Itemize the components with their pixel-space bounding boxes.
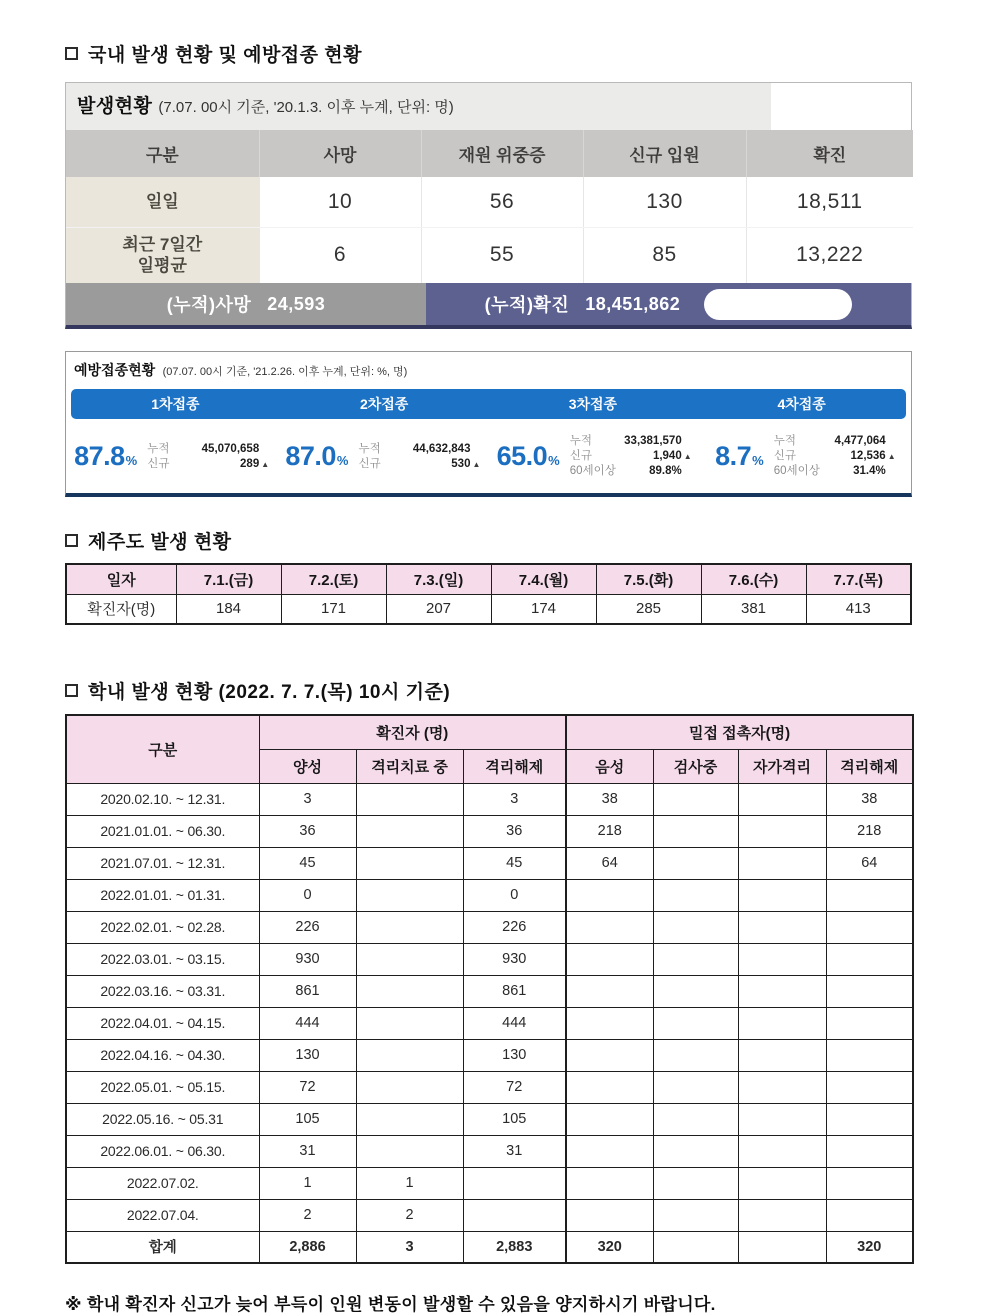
table-cell: 130 — [583, 177, 746, 227]
stat-key: 신규 — [569, 450, 592, 462]
table-cell: 85 — [583, 227, 746, 283]
table-cell — [566, 1071, 653, 1103]
school-table-body — [66, 783, 913, 1231]
dose2-percent — [285, 441, 348, 472]
vaccination-header — [66, 352, 911, 386]
stat-new — [774, 449, 896, 464]
table-cell — [566, 1135, 653, 1167]
column-group-contacts: 밀접 접촉자(명) — [566, 715, 913, 749]
percent-unit: % — [125, 453, 138, 468]
stat-value: 1,940 — [652, 450, 682, 462]
table-cell — [356, 847, 463, 879]
table-row — [66, 1071, 913, 1103]
table-cell — [356, 1103, 463, 1135]
table-cell — [738, 975, 826, 1007]
table-cell — [653, 1039, 738, 1071]
dose3-detail — [570, 434, 692, 479]
row-label-text: 일일 — [145, 192, 179, 212]
table-cell: 31 — [463, 1135, 566, 1167]
table-cell — [653, 1007, 738, 1039]
table-cell — [738, 1167, 826, 1199]
table-cell — [653, 911, 738, 943]
table-cell: 13,222 — [746, 227, 913, 283]
column-header-category: 구분 — [66, 715, 259, 783]
occurrence-title-label: 발생현황 — [77, 96, 153, 117]
row-label — [66, 177, 259, 227]
table-cell: 861 — [463, 975, 566, 1007]
table-cell: 130 — [463, 1039, 566, 1071]
table-row — [66, 879, 913, 911]
table-cell — [566, 943, 653, 975]
section-title-text: 학내 발생 현황 (2022. 7. 7.(목) 10시 기준) — [88, 682, 451, 703]
dose3-percent — [497, 441, 560, 472]
table-cell — [653, 1135, 738, 1167]
table-row — [66, 1167, 913, 1199]
period-cell: 2022.07.04. — [66, 1199, 259, 1231]
period-cell: 2020.02.10. ~ 12.31. — [66, 783, 259, 815]
table-row — [66, 975, 913, 1007]
column-header: 일자 — [66, 564, 176, 594]
table-cell: 218 — [566, 815, 653, 847]
dose2-detail — [358, 442, 480, 472]
table-cell — [566, 1103, 653, 1135]
table-cell — [653, 847, 738, 879]
period-cell: 2022.04.01. ~ 04.15. — [66, 1007, 259, 1039]
vaccination-box — [65, 351, 912, 497]
period-cell: 2022.03.01. ~ 03.15. — [66, 943, 259, 975]
table-cell: 6 — [259, 227, 421, 283]
table-row-daily — [66, 177, 913, 227]
percent-unit: % — [336, 453, 349, 468]
dose-stats-1 — [66, 434, 277, 479]
cumulative-bar — [65, 283, 912, 329]
table-cell — [826, 943, 913, 975]
stat-key: 누적 — [358, 442, 381, 455]
period-cell: 2022.07.02. — [66, 1167, 259, 1199]
row-label: 확진자(명) — [66, 594, 176, 624]
table-cell: 320 — [826, 1231, 913, 1263]
table-cell — [738, 1231, 826, 1263]
table-cell: 171 — [281, 594, 386, 624]
stat-cumulative — [147, 442, 269, 457]
table-cell — [653, 1071, 738, 1103]
cumulative-confirmed — [426, 283, 911, 325]
table-cell: 45 — [463, 847, 566, 879]
section-title-domestic — [65, 0, 912, 67]
column-header: 격리해제 — [826, 749, 913, 783]
table-row — [66, 1039, 913, 1071]
table-cell — [738, 879, 826, 911]
dose-segment-1: 1차접종 — [151, 396, 200, 412]
checkbox-icon — [65, 534, 78, 547]
table-cell: 38 — [826, 783, 913, 815]
table-cell — [463, 1199, 566, 1231]
table-cell — [356, 1071, 463, 1103]
document-body — [65, 0, 912, 1315]
table-cell — [738, 1135, 826, 1167]
table-cell: 226 — [463, 911, 566, 943]
table-row — [66, 1103, 913, 1135]
up-arrow-icon: ▲ — [472, 459, 481, 469]
table-cell: 1 — [356, 1167, 463, 1199]
period-cell: 2022.02.01. ~ 02.28. — [66, 911, 259, 943]
dose-segment-3: 3차접종 — [568, 396, 618, 412]
table-cell: 2 — [259, 1199, 356, 1231]
dose1-percent — [74, 441, 137, 472]
table-cell — [738, 1039, 826, 1071]
table-cell: 10 — [259, 177, 421, 227]
dose-stats-4 — [700, 434, 911, 479]
table-cell — [356, 815, 463, 847]
table-cell: 184 — [176, 594, 281, 624]
table-cell — [826, 1039, 913, 1071]
table-cell: 130 — [259, 1039, 356, 1071]
stat-key: 60세이상 — [569, 465, 616, 477]
row-label-line1: 최근 7일간 — [122, 235, 203, 254]
section-title-text: 국내 발생 현황 및 예방접종 현황 — [88, 45, 362, 66]
table-row — [66, 815, 913, 847]
vaccination-stats — [66, 434, 911, 479]
table-cell — [653, 1199, 738, 1231]
table-cell — [566, 911, 653, 943]
table-row — [66, 911, 913, 943]
table-cell — [653, 1167, 738, 1199]
table-cell: 381 — [701, 594, 806, 624]
column-header-date: 7.5.(화) — [596, 564, 701, 594]
table-row — [66, 783, 913, 815]
table-cell — [653, 815, 738, 847]
column-header-date: 7.1.(금) — [176, 564, 281, 594]
dose1-detail — [147, 442, 269, 472]
table-cell: 444 — [259, 1007, 356, 1039]
table-cell: 218 — [826, 815, 913, 847]
column-header-date: 7.4.(월) — [491, 564, 596, 594]
table-cell — [356, 1135, 463, 1167]
foot-note: ※ 학내 확진자 신고가 늦어 부득이 인원 변동이 발생할 수 있음을 양지하시기 바랍니다. — [65, 1295, 716, 1314]
column-header: 음성 — [566, 749, 653, 783]
dose4-percent — [715, 441, 764, 472]
stat-key: 누적 — [569, 435, 592, 447]
column-header: 구분 — [66, 130, 259, 177]
column-header: 양성 — [259, 749, 356, 783]
table-cell: 930 — [463, 943, 566, 975]
cumulative-death-value: 24,593 — [267, 293, 326, 314]
column-header-date: 7.3.(일) — [386, 564, 491, 594]
dose-segment-4: 4차접종 — [777, 396, 826, 412]
table-cell: 444 — [463, 1007, 566, 1039]
total-label: 합계 — [66, 1231, 259, 1263]
stat-key: 신규 — [773, 450, 796, 462]
stat-cumulative — [358, 442, 480, 457]
table-cell — [356, 911, 463, 943]
dose4-detail — [774, 434, 896, 479]
total-row — [66, 1231, 913, 1263]
table-cell: 64 — [826, 847, 913, 879]
row-label — [66, 227, 259, 283]
table-cell — [826, 1103, 913, 1135]
table-cell — [653, 783, 738, 815]
cumulative-death — [66, 283, 426, 325]
up-arrow-icon: ▲ — [683, 452, 692, 461]
period-cell: 2021.07.01. ~ 12.31. — [66, 847, 259, 879]
period-cell: 2022.04.16. ~ 04.30. — [66, 1039, 259, 1071]
table-cell — [826, 1167, 913, 1199]
stat-key: 신규 — [147, 457, 170, 470]
occurrence-header-row — [66, 130, 913, 177]
stat-value: 12,536 — [850, 450, 886, 462]
period-cell: 2022.03.16. ~ 03.31. — [66, 975, 259, 1007]
occurrence-table — [65, 82, 912, 283]
table-cell — [738, 847, 826, 879]
table-cell: 0 — [463, 879, 566, 911]
cumulative-death-label: (누적)사망 — [166, 295, 252, 315]
table-cell — [566, 1167, 653, 1199]
table-row — [66, 847, 913, 879]
table-cell — [356, 879, 463, 911]
column-header: 사망 — [259, 130, 421, 177]
row-label-line2: 일평균 — [137, 256, 187, 276]
table-cell: 2,886 — [259, 1231, 356, 1263]
table-cell — [738, 911, 826, 943]
table-cell: 174 — [491, 594, 596, 624]
up-arrow-icon: ▲ — [887, 452, 896, 461]
table-cell — [653, 1231, 738, 1263]
stat-cumulative — [570, 434, 692, 449]
table-cell — [356, 1039, 463, 1071]
table-cell: 64 — [566, 847, 653, 879]
table-cell: 320 — [566, 1231, 653, 1263]
table-cell: 36 — [463, 815, 566, 847]
stat-value: 44,632,843 — [412, 442, 471, 455]
period-cell: 2021.01.01. ~ 06.30. — [66, 815, 259, 847]
table-cell — [653, 1103, 738, 1135]
table-row — [66, 1135, 913, 1167]
table-cell — [738, 943, 826, 975]
column-header: 신규 입원 — [583, 130, 746, 177]
percent-value: 87.0 — [285, 441, 336, 471]
table-cell — [566, 1007, 653, 1039]
dose-stats-2 — [277, 434, 488, 479]
period-cell: 2022.06.01. ~ 06.30. — [66, 1135, 259, 1167]
table-cell: 3 — [463, 783, 566, 815]
section-title-text: 제주도 발생 현황 — [88, 532, 232, 553]
occurrence-title-note: (7.07. 00시 기준, '20.1.3. 이후 누계, 단위: 명) — [158, 99, 454, 116]
table-cell — [653, 879, 738, 911]
section-title-jeju — [65, 527, 912, 554]
column-group-confirmed: 확진자 (명) — [259, 715, 566, 749]
table-cell: 38 — [566, 783, 653, 815]
table-row — [66, 1007, 913, 1039]
table-row — [66, 1199, 913, 1231]
table-cell: 285 — [596, 594, 701, 624]
table-cell — [826, 1071, 913, 1103]
table-cell — [826, 1135, 913, 1167]
column-header-date: 7.2.(토) — [281, 564, 386, 594]
table-cell — [738, 1103, 826, 1135]
table-cell — [356, 943, 463, 975]
jeju-data-row — [66, 594, 911, 624]
stat-key: 누적 — [147, 442, 170, 455]
table-cell — [356, 1007, 463, 1039]
stat-value: 4,477,064 — [834, 435, 886, 447]
stat-over60 — [774, 464, 896, 479]
table-cell: 105 — [463, 1103, 566, 1135]
table-cell: 0 — [259, 879, 356, 911]
occurrence-title-row — [66, 83, 911, 130]
dose-segment-2: 2차접종 — [359, 396, 409, 412]
column-header: 재원 위중증 — [421, 130, 583, 177]
percent-value: 87.8 — [74, 441, 125, 471]
table-cell — [738, 1199, 826, 1231]
stat-new — [570, 449, 692, 464]
table-cell — [738, 1071, 826, 1103]
stat-value: 289 — [240, 457, 260, 470]
table-cell — [738, 783, 826, 815]
stat-value: 89.8% — [649, 465, 682, 477]
table-cell: 226 — [259, 911, 356, 943]
occurrence-title-text — [66, 83, 911, 131]
table-row-weekly-average — [66, 227, 913, 283]
stat-value: 530 — [451, 457, 471, 470]
table-cell: 930 — [259, 943, 356, 975]
table-cell — [566, 1199, 653, 1231]
table-cell — [738, 815, 826, 847]
school-table — [65, 714, 914, 1264]
vaccination-title: 예방접종현황 — [74, 362, 156, 378]
table-cell — [826, 879, 913, 911]
checkbox-icon — [65, 684, 78, 697]
stat-over60 — [570, 464, 692, 479]
column-header-date: 7.6.(수) — [701, 564, 806, 594]
dose-stats-3 — [489, 434, 700, 479]
table-cell: 31 — [259, 1135, 356, 1167]
table-cell — [653, 975, 738, 1007]
stat-new — [147, 457, 269, 472]
table-row — [66, 943, 913, 975]
column-header-date: 7.7.(목) — [806, 564, 911, 594]
stat-new — [358, 457, 480, 472]
period-cell: 2022.01.01. ~ 01.31. — [66, 879, 259, 911]
occurrence-data-table — [66, 130, 913, 283]
column-header: 격리치료 중 — [356, 749, 463, 783]
table-cell: 3 — [259, 783, 356, 815]
vaccination-title-note: (07.07. 00시 기준, '21.2.26. 이후 누계, 단위: %, 명) — [162, 366, 408, 378]
table-cell: 72 — [259, 1071, 356, 1103]
table-cell: 3 — [356, 1231, 463, 1263]
table-cell: 55 — [421, 227, 583, 283]
stat-cumulative — [774, 434, 896, 449]
table-cell — [356, 783, 463, 815]
table-cell — [356, 975, 463, 1007]
jeju-header-row — [66, 564, 911, 594]
table-cell: 18,511 — [746, 177, 913, 227]
column-header: 자가격리 — [738, 749, 826, 783]
table-cell: 1 — [259, 1167, 356, 1199]
table-cell: 72 — [463, 1071, 566, 1103]
period-cell: 2022.05.16. ~ 05.31 — [66, 1103, 259, 1135]
table-cell — [653, 943, 738, 975]
stat-key: 누적 — [773, 435, 796, 447]
percent-value: 8.7 — [715, 441, 752, 471]
section-title-school — [65, 677, 912, 704]
table-cell — [826, 975, 913, 1007]
cumulative-confirmed-label: (누적)확진 — [484, 295, 570, 315]
school-group-header-row — [66, 715, 913, 749]
column-header: 확진 — [746, 130, 913, 177]
stat-value: 33,381,570 — [624, 435, 682, 447]
stat-key: 신규 — [358, 457, 381, 470]
cumulative-confirmed-value: 18,451,862 — [585, 293, 681, 314]
table-cell — [566, 1039, 653, 1071]
percent-unit: % — [548, 453, 560, 468]
percent-value: 65.0 — [496, 441, 548, 471]
table-cell — [566, 879, 653, 911]
stat-key: 60세이상 — [773, 465, 820, 477]
table-cell: 207 — [386, 594, 491, 624]
table-cell — [826, 1199, 913, 1231]
stat-value: 45,070,658 — [201, 442, 260, 455]
checkbox-icon — [65, 47, 78, 60]
table-cell: 105 — [259, 1103, 356, 1135]
table-cell: 413 — [806, 594, 911, 624]
table-cell — [738, 1007, 826, 1039]
table-cell: 2 — [356, 1199, 463, 1231]
stat-value: 31.4% — [853, 465, 886, 477]
table-cell: 56 — [421, 177, 583, 227]
table-cell — [566, 975, 653, 1007]
vaccination-dose-bar — [71, 389, 906, 419]
column-header: 격리해제 — [463, 749, 566, 783]
redacted-pill — [704, 289, 852, 320]
jeju-table — [65, 563, 912, 625]
up-arrow-icon: ▲ — [261, 459, 270, 469]
period-cell: 2022.05.01. ~ 05.15. — [66, 1071, 259, 1103]
percent-unit: % — [752, 453, 764, 468]
table-cell: 861 — [259, 975, 356, 1007]
table-cell — [463, 1167, 566, 1199]
table-cell: 36 — [259, 815, 356, 847]
table-cell — [826, 1007, 913, 1039]
table-cell — [826, 911, 913, 943]
column-header: 검사중 — [653, 749, 738, 783]
table-cell: 45 — [259, 847, 356, 879]
table-cell: 2,883 — [463, 1231, 566, 1263]
